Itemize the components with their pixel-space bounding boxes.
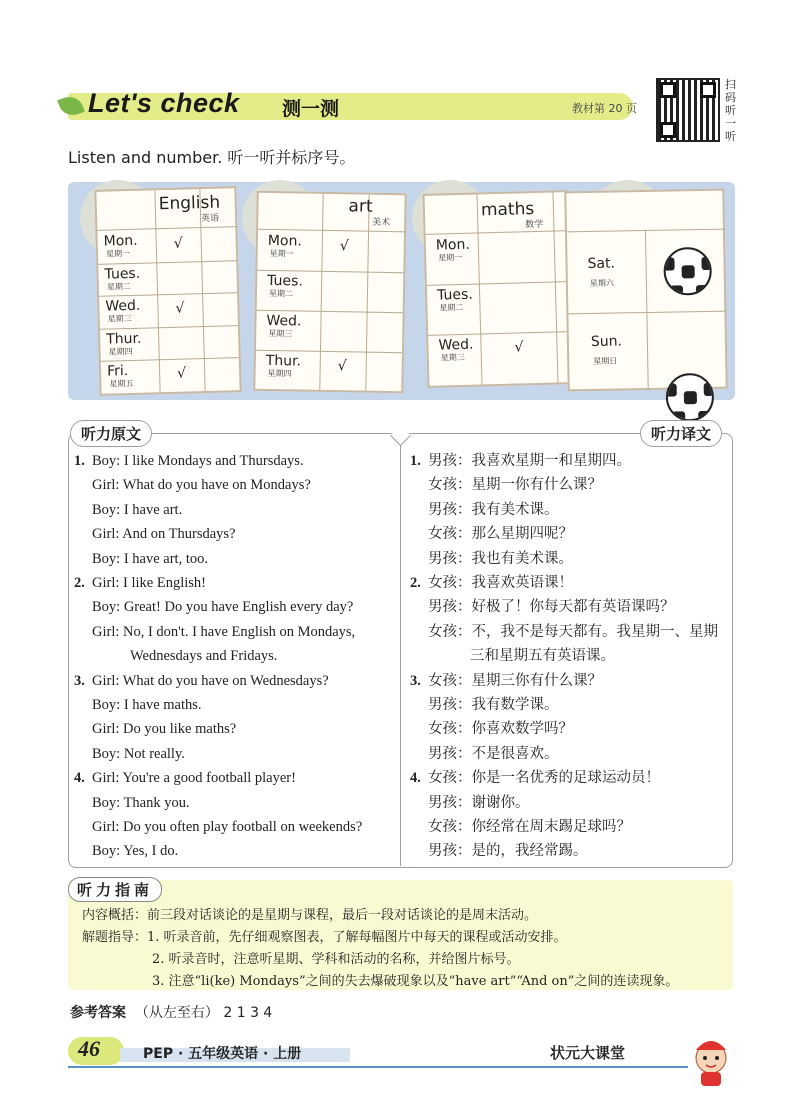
transcript-line: Girl: What do you have on Wednesdays? [92, 672, 329, 689]
day-label-cn: 星期一 [105, 248, 131, 259]
day-label: Tues. [267, 272, 303, 290]
transcript-line: 男孩：我也有美术课。 [428, 550, 573, 567]
transcript-line: Girl: Do you like maths? [92, 721, 237, 738]
tick-mark: √ [337, 358, 347, 375]
day-label-cn: 星期六 [589, 278, 614, 288]
transcript-line: 女孩：那么星期四呢？ [428, 526, 573, 543]
day-label-cn: 星期四 [267, 368, 292, 379]
subject-label-cn: 数学 [525, 219, 544, 231]
tick-mark: √ [175, 300, 185, 317]
subject-label-cn: 英语 [200, 213, 220, 225]
guide-line: 内容概括：前三段对话谈论的是星期与课程，最后一段对话谈论的是周末活动。 [82, 908, 538, 923]
day-label-cn: 星期日 [593, 356, 618, 366]
transcript-line: 女孩：你经常在周末踢足球吗？ [428, 819, 631, 835]
transcript-line: Boy: Thank you. [92, 794, 190, 811]
line-number: 1. [74, 453, 85, 469]
day-label: Fri. [106, 363, 129, 380]
qr-caption: 扫码听一听 [725, 78, 736, 143]
transcript-line: Boy: I have art. [92, 501, 183, 518]
transcript-line: 女孩：你喜欢数学吗？ [428, 721, 573, 738]
transcript-line: 女孩：不，我不是每天都有。我星期一、星期 [428, 623, 718, 640]
subject-label-cn: 美术 [372, 217, 391, 229]
transcript-divider [400, 440, 401, 866]
transcript-line: Boy: Great! Do you have English every day? [92, 599, 354, 616]
day-label-cn: 星期一 [269, 248, 294, 259]
transcript-line: Girl: And on Thursdays? [92, 526, 236, 543]
instruction: Listen and number. 听一听并标序号。 [68, 148, 356, 167]
section-subtitle: 测一测 [282, 98, 340, 120]
timetable-english [94, 186, 241, 396]
subject-label: maths [480, 199, 535, 221]
line-number: 4. [410, 770, 421, 787]
transcript-line: Wednesdays and Fridays. [130, 648, 278, 665]
transcript-line: 女孩：星期三你有什么课？ [428, 672, 602, 689]
day-label-cn: 星期二 [439, 302, 464, 313]
transcript-line: Boy: Not really. [92, 745, 185, 762]
transcript-line: Girl: Do you often play football on weekends? [92, 819, 363, 835]
page-number: 46 [78, 1036, 100, 1061]
transcript-line: Girl: No, I don't. I have English on Mondays, [92, 623, 356, 640]
transcript-line: 女孩：你是一名优秀的足球运动员！ [428, 770, 660, 787]
day-label: Tues. [436, 286, 474, 304]
line-number: 3. [410, 672, 421, 689]
transcript-line: Boy: Yes, I do. [92, 843, 179, 860]
transcript-line: 男孩：不是很喜欢。 [428, 745, 559, 762]
subject-label: English [158, 192, 221, 215]
timetable-art [253, 191, 406, 394]
tick-mark: √ [173, 235, 183, 252]
day-label: Wed. [438, 336, 474, 354]
transcript-line: 女孩：星期一你有什么课？ [428, 477, 602, 494]
football-icon [665, 373, 714, 422]
answer-text: （从左至右） 2 1 3 4 [134, 1005, 273, 1021]
brand-name: 状元大课堂 [550, 1044, 626, 1062]
day-label: Sun. [590, 333, 623, 350]
timetable-maths [422, 190, 572, 388]
day-label-cn: 星期三 [440, 352, 465, 363]
line-number: 1. [410, 453, 421, 469]
transcript-line: 男孩：我喜欢星期一和星期四。 [428, 453, 631, 469]
page-reference: 教材第 20 页 [572, 102, 637, 115]
day-label: Thur. [265, 352, 302, 370]
timetable-weekend [564, 189, 727, 392]
day-label-cn: 星期一 [438, 252, 463, 263]
transcript-line: 男孩：我有数学课。 [428, 697, 559, 713]
transcript-line: Boy: I have maths. [92, 697, 202, 713]
transcript-line: 男孩：谢谢你。 [428, 794, 530, 811]
line-number: 4. [74, 770, 85, 787]
line-number: 3. [74, 672, 85, 689]
day-label: Wed. [105, 297, 141, 315]
transcript-line: Boy: I have art, too. [92, 550, 208, 567]
day-label: Wed. [266, 312, 302, 330]
guide-line: 解题指导：1. 听录音前，先仔细观察图表，了解每幅图片中每天的课程或活动安排。 [82, 930, 567, 945]
answer-label: 参考答案 [70, 1005, 126, 1021]
transcript-line: 男孩：我有美术课。 [428, 501, 559, 518]
day-label-cn: 星期三 [268, 328, 293, 339]
transcript-line: 男孩：好极了！你每天都有英语课吗？ [428, 599, 675, 616]
section-title: Let's check [88, 88, 240, 118]
transcript-line: Boy: I like Mondays and Thursdays. [92, 453, 304, 469]
day-label-cn: 星期四 [108, 346, 133, 357]
tick-mark: √ [339, 238, 349, 255]
day-label: Mon. [435, 236, 471, 254]
transcript-line: 三和星期五有英语课。 [470, 648, 615, 665]
transcript-line: 女孩：我喜欢英语课！ [428, 575, 573, 591]
mascot-icon [688, 1032, 734, 1088]
transcript-line: 男孩：是的，我经常踢。 [428, 843, 588, 860]
day-label-cn: 星期二 [268, 288, 294, 299]
day-label-cn: 星期二 [106, 281, 131, 292]
day-label: Tues. [104, 265, 141, 283]
line-number: 2. [410, 575, 421, 591]
subject-label: art [348, 196, 373, 217]
tick-mark: √ [176, 365, 187, 382]
book-title: PEP · 五年级英语 · 上册 [143, 1046, 302, 1062]
guide-line: 3. 注意“li(ke) Mondays”之间的失去爆破现象以及“have art”“And on”之间的连读现象。 [152, 974, 679, 989]
day-label-cn: 星期五 [109, 378, 134, 389]
answer [70, 1002, 272, 1022]
day-label-cn: 星期三 [107, 313, 132, 324]
qr-code-icon[interactable] [656, 78, 720, 142]
transcript-translation-tag: 听力译文 [640, 420, 722, 447]
footer-rule [68, 1066, 688, 1068]
day-label: Mon. [267, 232, 302, 250]
football-icon [663, 247, 712, 296]
transcript-line: Girl: What do you have on Mondays? [92, 477, 311, 494]
guide-tag: 听力指南 [68, 877, 162, 902]
day-label: Thur. [106, 330, 142, 348]
transcript-line: Girl: You're a good football player! [92, 770, 296, 787]
line-number: 2. [74, 575, 85, 591]
guide-line: 2. 听录音时，注意听星期、学科和活动的名称，并给图片标号。 [152, 952, 520, 967]
transcript-line: Girl: I like English! [92, 575, 206, 591]
transcript-original-tag: 听力原文 [70, 420, 152, 447]
day-label: Sat. [587, 255, 616, 273]
day-label: Mon. [103, 232, 138, 250]
tick-mark: √ [514, 339, 524, 356]
